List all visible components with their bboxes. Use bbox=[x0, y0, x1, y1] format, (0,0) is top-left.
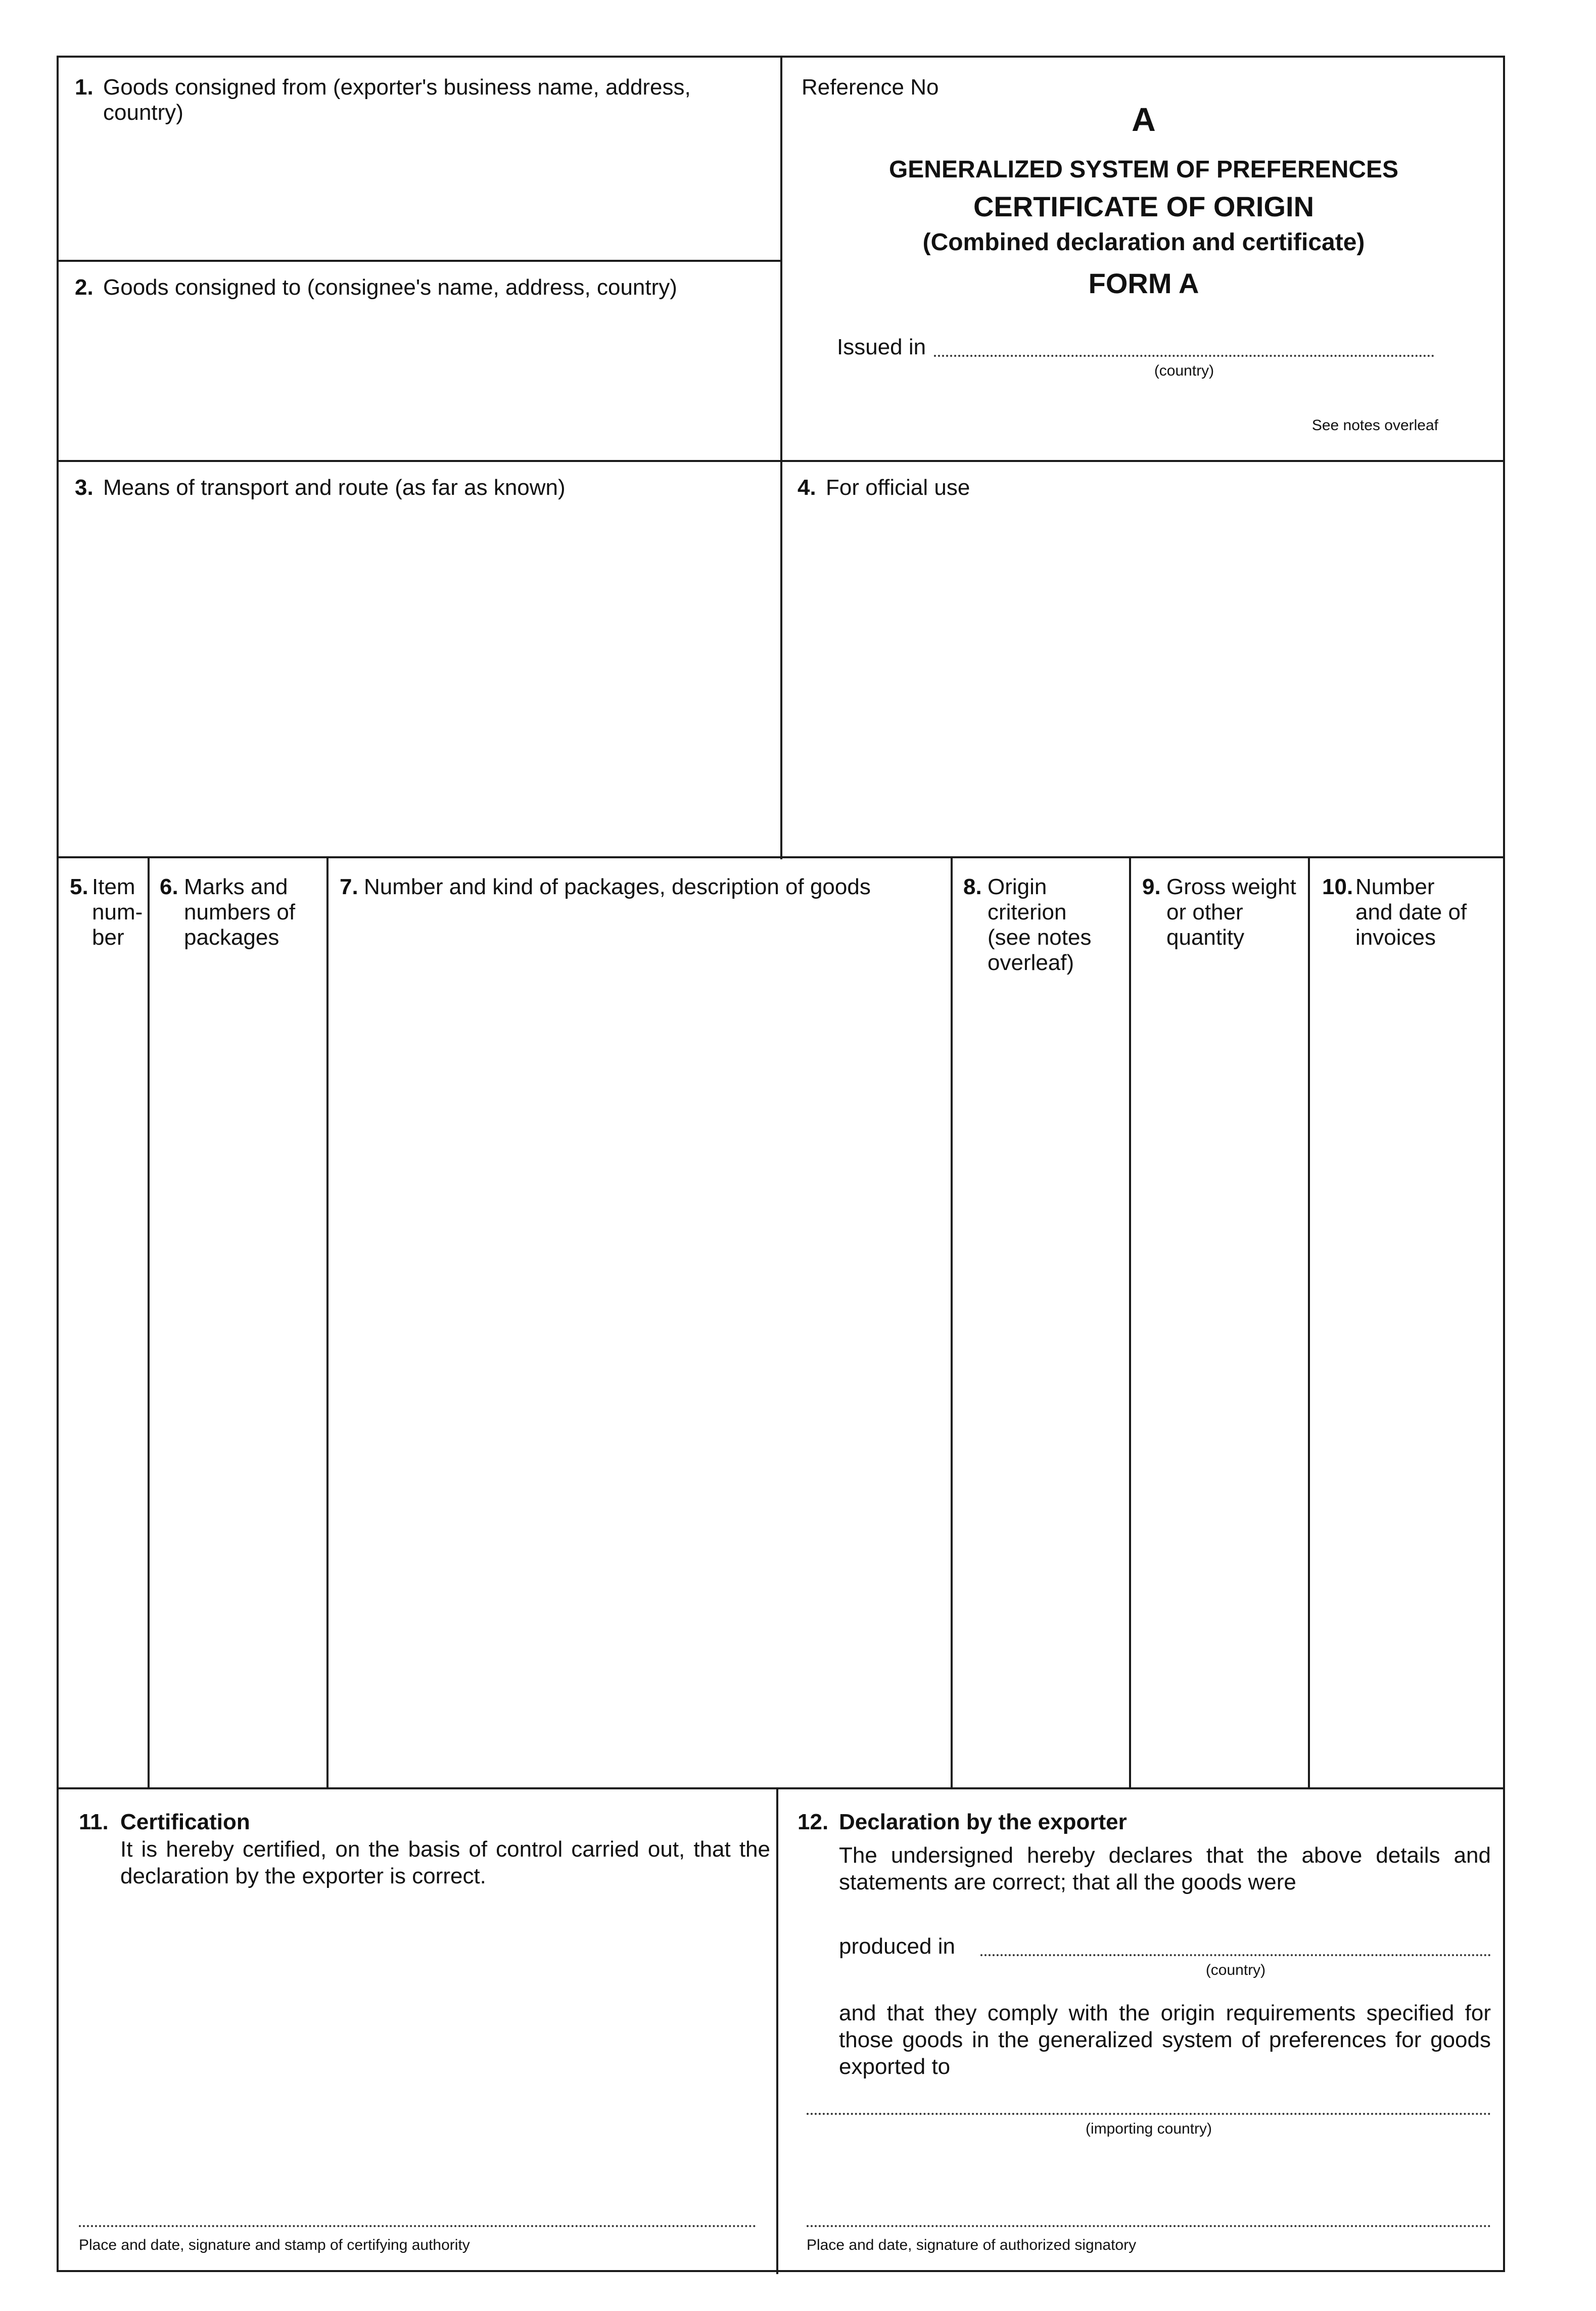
col8-number: 8. bbox=[963, 874, 982, 899]
col5-line1: Item bbox=[92, 874, 135, 899]
box1-label bbox=[75, 75, 762, 125]
issued-in-label: Issued in bbox=[837, 335, 926, 359]
divider-box3-columns bbox=[57, 856, 1505, 858]
col10-number: 10. bbox=[1322, 874, 1353, 899]
header-line-certificate: CERTIFICATE OF ORIGIN bbox=[973, 191, 1315, 222]
col6-line3: packages bbox=[184, 925, 279, 950]
col9-line2: or other bbox=[1166, 900, 1243, 925]
box12-signature-field[interactable] bbox=[807, 2225, 1491, 2227]
col6-number: 6. bbox=[160, 874, 178, 899]
form-letter: A bbox=[1132, 101, 1156, 138]
col6-line2: numbers of bbox=[184, 900, 296, 925]
box3-text: Means of transport and route (as far as known) bbox=[103, 475, 566, 500]
box12-title: Declaration by the exporter bbox=[839, 1810, 1127, 1834]
box11-signature-field[interactable] bbox=[79, 2225, 756, 2227]
issued-in-country-caption: (country) bbox=[1154, 362, 1214, 379]
col9-number: 9. bbox=[1142, 874, 1161, 899]
certificate-form bbox=[57, 56, 1505, 2272]
header-line-combined: (Combined declaration and certificate) bbox=[922, 229, 1365, 256]
col10-line2: and date of bbox=[1355, 900, 1467, 925]
col5-header bbox=[70, 874, 146, 950]
divider-col5-col6 bbox=[148, 856, 150, 1789]
divider-col8-col9 bbox=[1129, 856, 1131, 1789]
box2-text: Goods consigned to (consignee's name, address, country) bbox=[103, 275, 677, 300]
col6-line1: Marks and bbox=[184, 874, 288, 899]
col9-line3: quantity bbox=[1166, 925, 1245, 950]
reference-no-label: Reference No bbox=[802, 75, 939, 100]
box1-number: 1. bbox=[75, 75, 93, 100]
divider-box1-box2 bbox=[57, 260, 781, 262]
divider-col6-col7 bbox=[326, 856, 328, 1789]
divider-col9-col10 bbox=[1308, 856, 1310, 1789]
box4-number: 4. bbox=[797, 475, 816, 500]
col9-header bbox=[1142, 874, 1307, 950]
importing-country-field[interactable] bbox=[807, 2113, 1491, 2115]
box4-text: For official use bbox=[826, 475, 970, 500]
col5-line2: num- bbox=[92, 900, 143, 925]
col9-line1: Gross weight bbox=[1166, 874, 1296, 899]
produced-in-label: produced in bbox=[839, 1934, 955, 1959]
col8-line4: overleaf) bbox=[988, 950, 1074, 975]
see-notes-overleaf: See notes overleaf bbox=[1311, 417, 1438, 434]
box3-label bbox=[75, 475, 762, 500]
header-line-form-a: FORM A bbox=[1088, 267, 1199, 299]
box3-number: 3. bbox=[75, 475, 93, 500]
col10-line3: invoices bbox=[1355, 925, 1436, 950]
importing-country-caption: (importing country) bbox=[1085, 2120, 1212, 2137]
divider-box3-box4 bbox=[780, 460, 782, 859]
header-line-gsp: GENERALIZED SYSTEM OF PREFERENCES bbox=[888, 156, 1399, 183]
box11-number: 11. bbox=[79, 1810, 109, 1834]
box11-heading bbox=[79, 1810, 756, 1835]
col10-header bbox=[1322, 874, 1504, 950]
col6-header bbox=[160, 874, 324, 950]
produced-in-country-caption: (country) bbox=[1205, 1962, 1266, 1978]
col10-line1: Number bbox=[1355, 874, 1435, 899]
divider-box11-box12 bbox=[776, 1787, 778, 2274]
col8-header bbox=[963, 874, 1125, 976]
box2-label bbox=[75, 275, 762, 300]
box12-text1: The undersigned hereby declares that the above details and statements are correct; that all the goods were bbox=[839, 1843, 1491, 1894]
box11-caption: Place and date, signature and stamp of certifying authority bbox=[79, 2237, 470, 2253]
box12-heading bbox=[797, 1810, 1495, 1835]
col8-line2: criterion bbox=[988, 900, 1067, 925]
box11-text: It is hereby certified, on the basis of control carried out, that the declaration by the exporter is correct. bbox=[120, 1837, 770, 1888]
box1-text: Goods consigned from (exporter's business name, address, country) bbox=[103, 75, 691, 125]
produced-in-country-field[interactable] bbox=[980, 1954, 1491, 1956]
divider-columns-bottom bbox=[57, 1787, 1505, 1789]
divider-col7-col8 bbox=[951, 856, 953, 1789]
col8-line3: (see notes bbox=[988, 925, 1092, 950]
issued-in-country-field[interactable] bbox=[934, 355, 1434, 357]
col7-header bbox=[340, 874, 941, 900]
col7-number: 7. bbox=[340, 874, 358, 899]
box11-title: Certification bbox=[120, 1810, 250, 1834]
box12-text2: and that they comply with the origin requirements specified for those goods in the generalized system of preferences for goods exported to bbox=[839, 2001, 1491, 2079]
col8-line1: Origin bbox=[988, 874, 1047, 899]
box4-label bbox=[797, 475, 1485, 500]
col5-number: 5. bbox=[70, 874, 88, 899]
box12-number: 12. bbox=[797, 1810, 829, 1834]
col7-line1: Number and kind of packages, description of goods bbox=[364, 874, 871, 899]
col5-line3: ber bbox=[92, 925, 124, 950]
box12-caption: Place and date, signature of authorized signatory bbox=[807, 2237, 1137, 2253]
box2-number: 2. bbox=[75, 275, 93, 300]
